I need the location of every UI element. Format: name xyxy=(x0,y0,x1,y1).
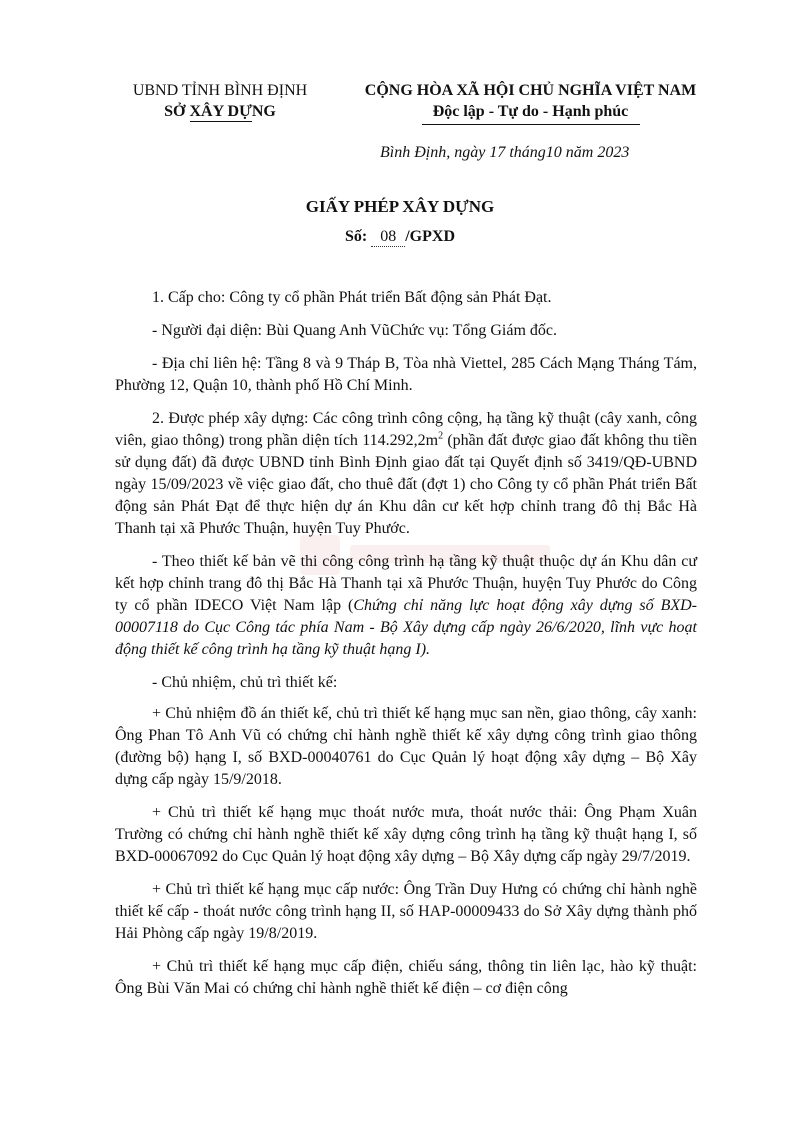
document-title: GIẤY PHÉP XÂY DỰNG xyxy=(305,197,495,216)
place-and-date: Bình Định, ngày 17 tháng10 năm 2023 xyxy=(380,144,630,161)
paragraph-design-basis xyxy=(115,551,697,661)
design-basis-certificate: Chứng chỉ năng lực hoạt động xây dựng số BXD-00007118 do Cục Công tác phía Nam - Bộ Xây dựng cấp ngày 26/6/2020, lĩnh vực hoạt động thiết kế công trình hạ tầng kỹ thuật hạng I). xyxy=(115,597,697,658)
paragraph-electrical-designer: + Chủ trì thiết kế hạng mục cấp điện, chiếu sáng, thông tin liên lạc, hào kỹ thuật: Ông Bùi Văn Mai có chứng chỉ hành nghề thiết kế điện – cơ điện công xyxy=(115,958,697,997)
paragraph-address: - Địa chỉ liên hệ: Tầng 8 và 9 Tháp B, Tòa nhà Viettel, 285 Cách Mạng Tháng Tám, Phường 12, Quận 10, thành phố Hồ Chí Minh. xyxy=(115,355,697,394)
permit-number-prefix: Số: xyxy=(344,228,368,245)
country-name: CỘNG HÒA XÃ HỘI CHỦ NGHĨA VIỆT NAM xyxy=(364,82,697,99)
department-name: SỞ XÂY DỰNG xyxy=(164,103,276,120)
permit-number-value: 08 xyxy=(371,228,405,247)
permitted-construction-text-a: 2. Được phép xây dựng: Các công trình công cộng, hạ tầng kỹ thuật (cây xanh, công viên, giao thông) trong phần diện tích 114.292,2m xyxy=(115,410,697,449)
paragraph-permitted-construction xyxy=(115,408,697,540)
paragraph-grantee: 1. Cấp cho: Công ty cổ phần Phát triển Bất động sản Phát Đạt. xyxy=(152,289,552,306)
agency-name: UBND TỈNH BÌNH ĐỊNH xyxy=(132,82,308,99)
paragraph-design-leads: - Chủ nhiệm, chủ trì thiết kế: xyxy=(152,674,338,691)
document-body xyxy=(115,287,697,1011)
national-motto: Độc lập - Tự do - Hạnh phúc xyxy=(432,103,629,120)
department-underline xyxy=(190,121,252,122)
national-header-block xyxy=(338,80,723,122)
paragraph-representative xyxy=(115,320,697,342)
paragraph-lead-designer: + Chủ nhiệm đồ án thiết kế, chủ trì thiết kế hạng mục san nền, giao thông, cây xanh: Ông Phan Tô Anh Vũ có chứng chỉ hành nghề thiết kế xây dựng công trình giao thông (đường bộ) hạng I, số BXD-00040761 do Cục Quản lý hoạt động xây dựng – Bộ Xây dựng cấp ngày 15/9/2018. xyxy=(115,705,697,788)
permit-number-suffix: /GPXD xyxy=(405,228,455,245)
motto-underline xyxy=(422,124,640,125)
paragraph-drainage-designer: + Chủ trì thiết kế hạng mục thoát nước mưa, thoát nước thải: Ông Phạm Xuân Trường có chứng chỉ hành nghề thiết kế xây dựng công trình hạ tầng kỹ thuật hạng I, số BXD-00067092 do Cục Quản lý hoạt động xây dựng – Bộ Xây dựng cấp ngày 29/7/2019. xyxy=(115,804,697,865)
issuing-agency-block xyxy=(110,80,330,122)
permitted-construction-text-b: (phần đất được giao đất không thu tiền sử dụng đất) đã được UBND tỉnh Bình Định giao đất tại Quyết định số 3419/QĐ-UBND ngày 15/09/2023 về việc giao đất, cho thuê đất (đợt 1) cho Công ty cổ phần Phát triển Bất động sản Phát Đạt để thực hiện dự án Khu dân cư kết hợp chỉnh trang đô thị Bắc Hà Thanh tại xã Phước Thuận, huyện Tuy Phước. xyxy=(115,432,697,537)
paragraph-water-supply-designer: + Chủ trì thiết kế hạng mục cấp nước: Ông Trần Duy Hưng có chứng chỉ hành nghề thiết kế cấp - thoát nước công trình hạng II, số HAP-00009433 do Sở Xây dựng thành phố Hải Phòng cấp ngày 19/8/2019. xyxy=(115,881,697,942)
representative-position: Chức vụ: Tổng Giám đốc. xyxy=(390,322,558,339)
design-basis-text: - Theo thiết kế bản vẽ thi công công trình hạ tầng kỹ thuật thuộc dự án Khu dân cư kết hợp chỉnh trang đô thị Bắc Hà Thanh tại xã Phước Thuận, huyện Tuy Phước do Công ty cổ phần IDECO Việt Nam lập ( xyxy=(115,553,697,614)
area-unit-superscript: 2 xyxy=(438,430,444,442)
representative-name: - Người đại diện: Bùi Quang Anh Vũ xyxy=(152,322,390,339)
permit-number xyxy=(0,228,800,247)
